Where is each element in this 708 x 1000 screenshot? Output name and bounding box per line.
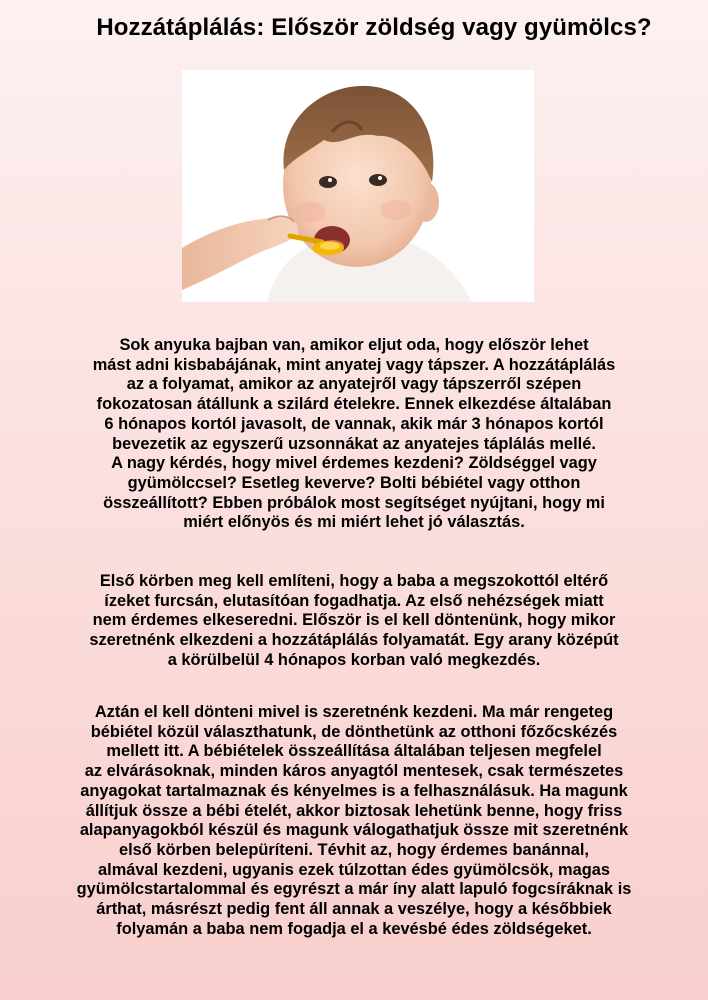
baby-eating-photo (182, 70, 534, 302)
page-title: Hozzátáplálás: Először zöldség vagy gyümölcs? (96, 14, 652, 41)
paragraph-intro: Sok anyuka bajban van, amikor eljut oda, hogy először lehet mást adni kisbabájának, mint anyatej vagy tápszer. A hozzátáplálás az a folyamat, amikor az anyatejről vagy tápszerről szépen fokozatosan átállunk a szilárd ételekre. Ennek elkezdése általában 6 hónapos kortól javasolt, de vannak, akik már 3 hónapos kortól bevezetik az egyszerű uzsonnákat az anyatejes táplálás mellé. A nagy kérdés, hogy mivel érdemes kezdeni? Zöldséggel vagy gyümölccsel? Esetleg keverve? Bolti bébiétel vagy otthon összeállított? Ebben próbálok most segítséget nyújtani, hogy mi miért előnyös és mi miért lehet jó választás. (92, 336, 616, 532)
paragraph-first-steps: Első körben meg kell említeni, hogy a baba a megszokottól eltérő ízeket furcsán, elutasítóan fogadhatja. Az első nehézségek miatt nem érdemes elkeseredni. Először is el kell döntenünk, hogy mikor szeretnénk elkezdeni a hozzátáplálás folyamatát. Egy arany középút a körülbelül 4 hónapos korban való megkezdés. (89, 572, 619, 669)
paragraph-food-choice: Aztán el kell dönteni mivel is szeretnénk kezdeni. Ma már rengeteg bébiétel közül választhatunk, de dönthetünk az otthoni főzőcskézés mellett itt. A bébiételek összeállítása általában teljesen megfelel az elvárásoknak, minden káros anyagtól mentesek, csak természetes anyagokat tartalmaznak és kényelmes is a felhasználásuk. Ha magunk állítjuk össze a bébi ételét, akkor biztosak lehetünk benne, hogy friss alapanyagokból készül és magunk válogathatjuk össze mit szeretnénk első körben belepüríteni. Tévhit az, hogy érdemes banánnal, almával kezdeni, ugyanis ezek túlzottan édes gyümölcsök, magas gyümölcstartalommal és egyrészt a már íny alatt lapuló fogcsíráknak is árthat, másrészt pedig fent áll annak a veszélye, hogy a későbbiek folyamán a baba nem fogadja el a kevésbé édes zöldségeket. (76, 703, 632, 938)
